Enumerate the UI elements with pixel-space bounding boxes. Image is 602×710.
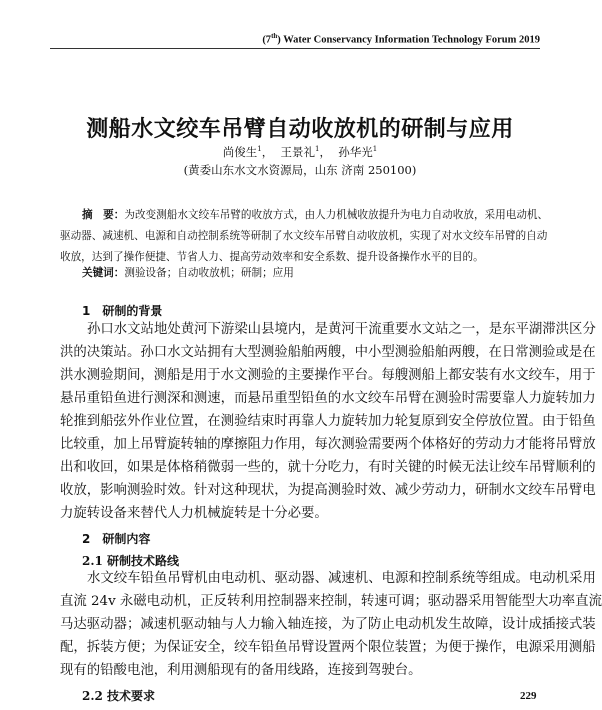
section-heading: 1 研制的背景 — [82, 304, 163, 318]
keywords — [82, 265, 294, 281]
paragraph-line: 孙口水文站地处黄河下游梁山县境内，是黄河干流重要水文站之一，是东平湖滞洪区分 — [87, 322, 596, 337]
paragraph-line: 出和收回，如果是体格稍微弱一些的，就十分吃力，有时关键的时候无法让绞车吊臂顺利的 — [60, 460, 596, 475]
section-body — [60, 318, 596, 525]
header-text: (7 — [262, 34, 272, 46]
author: 孙华光 — [338, 145, 373, 159]
paragraph-line: 力旋转设备来替代人力机械旋转是十分必要。 — [60, 506, 328, 521]
header-text-rest: ) Water Conservancy Information Technology Forum 2019 — [277, 34, 540, 46]
abstract-line: 收放，达到了操作便捷、节省人力、提高劳动效率和安全系数、提升设备操作水平的目的。 — [60, 251, 484, 263]
authors: 尚俊生$^1$， 王景礼$^1$， 孙华光$^1$ — [222, 145, 378, 159]
header-sup: th — [271, 32, 278, 40]
abstract-text: 为改变测船水文绞车吊臂的收放方式，由人力机械收放提升为电力自动收放，采用电动机、 — [124, 209, 549, 221]
subsection-heading: 2.2 技术要求 — [82, 689, 156, 703]
author-affiliation-mark: 1 — [372, 145, 378, 154]
paragraph-line: 悬吊重铅鱼进行测深和测速，而悬吊重型铅鱼的水文绞车吊臂在测验时需要靠人力旋转加力 — [60, 391, 596, 406]
paragraph-line: 配，拆装方便；为保证安全，绞车铅鱼吊臂设置两个限位装置；为便于操作，电源采用测船 — [60, 640, 596, 655]
keywords-text: 测验设备；自动收放机；研制；应用 — [124, 267, 294, 279]
paragraph-line: 洪水测验期间，测船是用于水文测验的主要操作平台。每艘测船上都安装有水文绞车，用于 — [60, 368, 596, 383]
paragraph-line: 比较重，加上吊臂旋转轴的摩擦阻力作用，每次测验需要两个体格好的劳动力才能将吊臂放 — [60, 437, 596, 452]
running-header — [50, 32, 540, 49]
section-body — [60, 567, 602, 682]
abstract-label: 摘 要： — [82, 209, 125, 221]
paragraph-line: 水文绞车铅鱼吊臂机由电动机、驱动器、减速机、电源和控制系统等组成。电动机采用 — [87, 571, 596, 586]
author-affiliation-mark: 1 — [257, 145, 262, 154]
paper-title: 测船水文绞车吊臂自动收放机的研制与应用 — [86, 116, 514, 142]
paragraph-line: 现有的铅酸电池，利用测船现有的备用线路，连接到驾驶台。 — [60, 663, 422, 678]
page-number: 229 — [520, 690, 537, 702]
abstract — [60, 205, 549, 268]
paragraph-line: 洪的决策站。孙口水文站拥有大型测验船舶两艘，中小型测验船舶两艘，在日常测验或是在 — [60, 345, 596, 360]
author-affiliation-mark: 1 — [315, 145, 320, 154]
paragraph-line: 马达驱动器；减速机驱动轴与人力输入轴连接，为了防止电动机发生故障，设计成插接式装 — [60, 617, 596, 632]
paragraph-line: 轮推到船弦外作业位置，在测验结束时再靠人力旋转加力轮复原到安全停放位置。由于铅鱼 — [60, 414, 596, 429]
section-heading: 2 研制内容 — [82, 532, 151, 546]
affiliation: (黄委山东水文水资源局，山东 济南 250100) — [183, 163, 417, 177]
keywords-label: 关键词： — [82, 267, 125, 279]
abstract-line — [60, 205, 549, 226]
paragraph-line: 收放，影响测验时效。针对这种现状，为提高测验时效、减少劳动力，研制水文绞车吊臂电 — [60, 483, 596, 498]
author: 尚俊生 — [222, 145, 258, 159]
subsection-heading: 2.1 研制技术路线 — [82, 554, 180, 568]
paragraph-line: 直流 24v 永磁电动机，正反转利用控制器来控制，转速可调；驱动器采用智能型大功率直流 — [60, 594, 602, 609]
abstract-line: 驱动器、减速机、电源和自动控制系统等研制了水文绞车吊臂自动收放机，实现了对水文绞车吊臂的自动 — [60, 230, 548, 242]
author: 王景礼 — [280, 145, 316, 159]
